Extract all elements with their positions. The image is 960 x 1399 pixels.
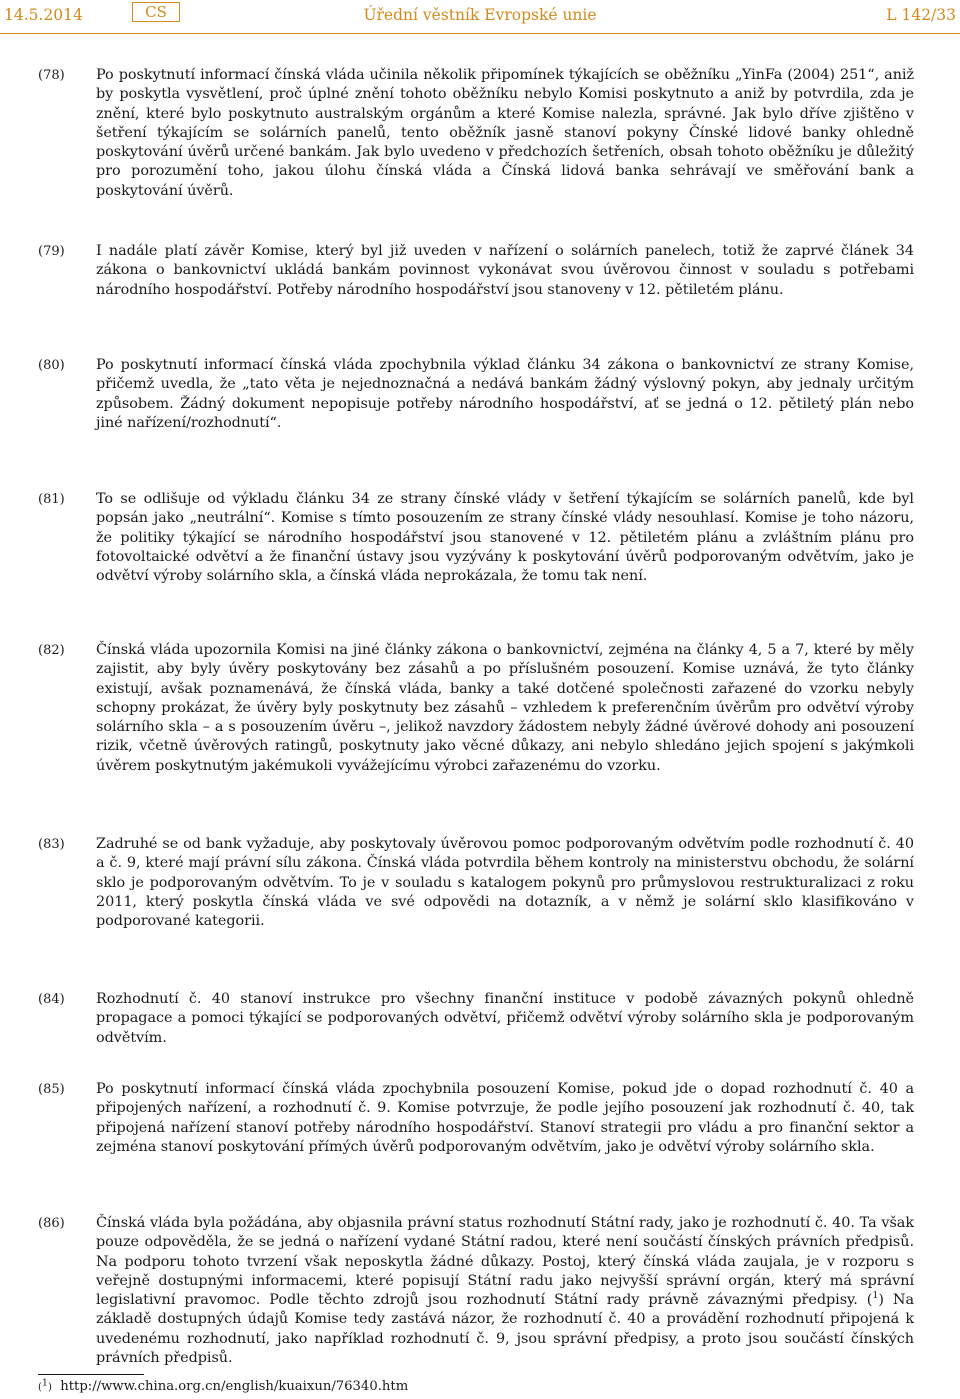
paragraph-85	[38, 1080, 920, 1157]
paragraph-text: I nadále platí závěr Komise, který byl již uveden v nařízení o solárních panelech, totiž že zaprvé článek 34 zákona o bankovnictví ukládá bankám povinnost vykonávat svou úvěrovou činnost v souladu s potřebami národního hospodářství. Potřeby národního hospodářství jsou stanoveny v 12. pětiletém plánu.	[96, 243, 914, 298]
paragraph-number: (82)	[38, 643, 65, 658]
paragraph-83	[38, 835, 920, 931]
footnote-mark-number: 1	[41, 1377, 48, 1389]
footnote-mark-close: )	[47, 1382, 52, 1393]
paragraph-text: Čínská vláda upozornila Komisi na jiné články zákona o bankovnictví, zejména na články 4, 5 a 7, které by měly zajistit, aby byly úvěry poskytovány bez zásahů a po příslušném posouzení. Komise uznává, že tyto články existují, avšak poznamenává, že čínská vláda, banky a také dotčené společnosti zařazené do vzorku nebyly schopny prokázat, že úvěry byly poskytnuty bez zásahů – vzhledem k preferenčním úvěrům pro odvětví výroby solárního skla – a s posouzením úvěru –, jelikož navzdory žádostem nebyly žádné úvěrové dohody ani posouzení rizik, včetně úvěrových ratingů, poskytnuty jako věcné důkazy, ani nebylo shledáno jejich spojení s jakýmkoli úvěrem poskytnutým jakémukoli vyvážejícímu výrobci zařazenému do vzorku.	[96, 642, 914, 774]
paragraph-78	[38, 66, 920, 201]
footnote-mark-open: (	[38, 1382, 42, 1393]
paragraph-80	[38, 356, 920, 433]
paragraph-text: Rozhodnutí č. 40 stanoví instrukce pro všechny finanční instituce v podobě závazných pokynů ohledně propagace a pomoci týkající se podporovaných odvětví, přičemž odvětví výroby solárního skla je podporovaným odvětvím.	[96, 991, 914, 1046]
page-reference: L 142/33	[886, 6, 956, 24]
paragraph-text: To se odlišuje od výkladu článku 34 ze strany čínské vlády v šetření týkajícím se solárních panelů, kde byl popsán jako „neutrální“. Komise s tímto posouzením ze strany čínské vlády nesouhlasí. Komise je toho názoru, že politiky týkající se národního hospodářství jsou stanovené v 12. pětiletém plánu a zvláštním plánu pro fotovoltaické odvětví a že finanční ústavy jsou vyzývány k poskytování úvěrů podporovaným odvětvím, jako je odvětví výroby solárního skla, a čínská vláda neprokázala, že tomu tak není.	[96, 491, 914, 585]
paragraph-84	[38, 990, 920, 1048]
paragraph-number: (84)	[38, 992, 65, 1007]
footnote-link[interactable]: http://www.china.org.cn/english/kuaixun/76340.htm	[60, 1379, 409, 1394]
footnote-mark	[38, 1377, 52, 1393]
paragraph-82	[38, 641, 920, 776]
journal-title: Úřední věstník Evropské unie	[363, 6, 597, 24]
paragraph-text	[96, 1214, 914, 1368]
paragraph-number: (83)	[38, 837, 65, 852]
paragraph-81	[38, 490, 920, 586]
paragraph-number: (86)	[38, 1216, 65, 1231]
paragraph-text: Po poskytnutí informací čínská vláda zpochybnila posouzení Komise, pokud jde o dopad rozhodnutí č. 40 a připojených nařízení, a rozhodnutí č. 9. Komise potvrzuje, že podle jejího posouzení jak rozhodnutí č. 40, tak připojená nařízení stanoví potřeby národního hospodářství. Stanoví strategii pro vládu a pro finanční sektor a zejména stanoví poskytování přímých úvěrů podporovaným odvětvím, jako je odvětví výroby solárního skla.	[96, 1081, 914, 1155]
footnote-rule	[38, 1374, 144, 1375]
footnote-reference[interactable]: 1	[872, 1290, 879, 1302]
paragraph-text: Po poskytnutí informací čínská vláda zpochybnila výklad článku 34 zákona o bankovnictví ze strany Komise, přičemž uvedla, že „tato věta je nejednoznačná a nedává bankám žádný výslovný pokyn, aby jednaly určitým způsobem. Žádný dokument nepopisuje potřeby národního hospodářství, ať se jedná o 12. pětiletý plán nebo jiné nařízení/rozhodnutí“.	[96, 357, 914, 431]
language-badge: CS	[132, 2, 180, 22]
paragraph-text-part: Čínská vláda byla požádána, aby objasnila právní status rozhodnutí Státní rady, jako je rozhodnutí č. 40. Ta však pouze odpověděla, že se jedná o nařízení vydané Státní radou, které není součástí čínských právních předpisů. Na podporu tohoto tvrzení však neposkytla žádné důkazy. Postoj, který čínská vláda zaujala, je v rozporu s veřejně dostupnými informacemi, které popisují Státní radu jako nejvyšší správní orgán, který má správní legislativní pravomoc. Podle těchto zdrojů jsou rozhodnutí Státní rady právně závaznými předpisy. (	[96, 1215, 914, 1309]
paragraph-number: (79)	[38, 244, 65, 259]
page-header	[0, 0, 960, 36]
paragraph-text-part: ) Na základě dostupných údajů Komise tedy zastává názor, že rozhodnutí č. 40 a provádění rozhodnutí připojená k uvedenému rozhodnutí, jako například rozhodnutí č. 9, jsou správní předpisy, a proto jsou součástí čínských právních předpisů.	[96, 1292, 914, 1367]
footnote	[38, 1379, 408, 1396]
paragraph-text: Po poskytnutí informací čínská vláda učinila několik připomínek týkajících se oběžníku „YinFa (2004) 251“, aniž by poskytla vysvětlení, proč úplné znění tohoto oběžníku nebylo Komisi poskytnuto a aniž by potvrdila, zda je znění, které bylo poskytnuto australským orgánům a které Komise nalezla, správné. Jak bylo dříve zjištěno v šetření týkajícím se solárních panelů, tento oběžník jasně stanoví pokyny Čínské lidové banky ohledně poskytování úvěrů určené bankám. Jak bylo uvedeno v předchozích šetřeních, obsah tohoto oběžníku je důležitý pro porozumění toho, jakou úlohu čínská vláda a Čínská lidová banka sehrávají ve směřování bank a poskytování úvěrů.	[96, 67, 914, 199]
header-rule	[0, 33, 960, 34]
paragraph-number: (78)	[38, 68, 65, 83]
paragraph-text: Zadruhé se od bank vyžaduje, aby poskytovaly úvěrovou pomoc podporovaným odvětvím podle rozhodnutí č. 40 a č. 9, které mají právní sílu zákona. Čínská vláda potvrdila během kontroly na ministerstvu obchodu, že solární sklo je podporovaným odvětvím. To je v souladu s katalogem pokynů pro průmyslovou restrukturalizaci z roku 2011, který poskytla čínská vláda ve své odpovědi na dotazník, a v němž je solární sklo klasifikováno v podporované kategorii.	[96, 836, 914, 930]
header-date: 14.5.2014	[4, 6, 83, 24]
paragraph-number: (80)	[38, 358, 65, 373]
paragraph-86	[38, 1214, 920, 1368]
paragraph-number: (81)	[38, 492, 65, 507]
paragraph-number: (85)	[38, 1082, 65, 1097]
paragraph-79	[38, 242, 920, 300]
